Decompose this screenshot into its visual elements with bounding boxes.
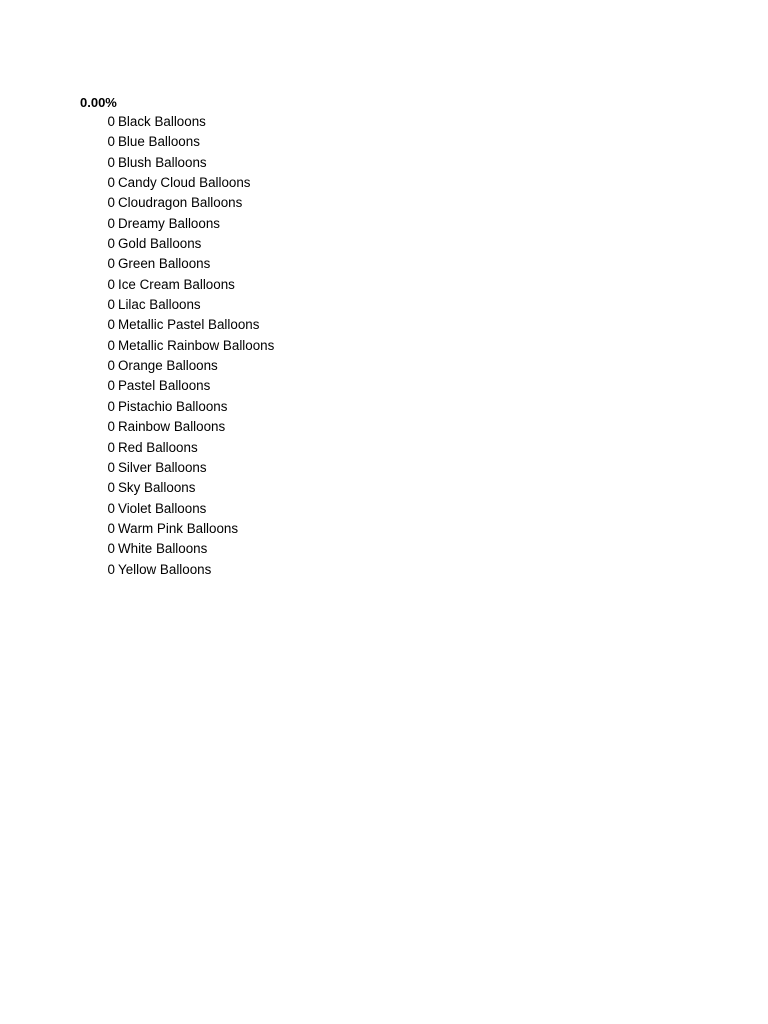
item-count: 0 (107, 561, 115, 577)
list-item (80, 560, 274, 580)
item-name: Pistachio Balloons (118, 398, 228, 414)
list-item (80, 214, 274, 234)
item-name: Silver Balloons (118, 459, 207, 475)
item-count: 0 (107, 541, 115, 557)
item-name: Red Balloons (118, 439, 198, 455)
list-item (80, 417, 274, 437)
item-name: Black Balloons (118, 114, 206, 129)
item-name: Blush Balloons (118, 154, 207, 170)
balloon-sheet (80, 94, 274, 580)
item-name: White Balloons (118, 541, 208, 557)
item-count: 0 (107, 500, 115, 516)
list-item (80, 295, 274, 315)
item-count: 0 (107, 276, 115, 292)
item-count: 0 (107, 337, 115, 353)
item-name: Lilac Balloons (118, 297, 201, 313)
list-item (80, 193, 274, 213)
list-item (80, 539, 274, 559)
item-name: Orange Balloons (118, 358, 218, 374)
list-item (80, 112, 274, 132)
list-item (80, 132, 274, 152)
item-count: 0 (107, 134, 115, 150)
item-count: 0 (107, 317, 115, 333)
list-item (80, 234, 274, 254)
list-item (80, 438, 274, 458)
item-count: 0 (107, 378, 115, 394)
list-item (80, 315, 274, 335)
item-name: Rainbow Balloons (118, 419, 226, 435)
item-name: Pastel Balloons (118, 378, 211, 394)
list-item (80, 458, 274, 478)
item-count: 0 (107, 480, 115, 496)
list-item (80, 376, 274, 396)
item-count: 0 (107, 439, 115, 455)
item-count: 0 (107, 459, 115, 475)
item-count: 0 (107, 358, 115, 374)
list-item (80, 478, 274, 498)
item-count: 0 (107, 419, 115, 435)
item-name: Green Balloons (118, 256, 211, 272)
item-name: Metallic Rainbow Balloons (118, 337, 275, 353)
item-name: Blue Balloons (118, 134, 200, 150)
item-name: Metallic Pastel Balloons (118, 317, 260, 333)
item-name: Yellow Balloons (118, 561, 212, 577)
item-count: 0 (107, 520, 115, 536)
item-count: 0 (107, 236, 115, 252)
item-name: Warm Pink Balloons (118, 520, 239, 536)
percent-total: 0.00% (80, 95, 117, 110)
list-item (80, 356, 274, 376)
item-name: Sky Balloons (118, 480, 196, 496)
list-item (80, 336, 274, 356)
item-count: 0 (107, 114, 115, 129)
list-item (80, 275, 274, 295)
item-count: 0 (107, 154, 115, 170)
item-list (80, 112, 274, 580)
item-count: 0 (107, 195, 115, 211)
item-name: Candy Cloud Balloons (118, 175, 251, 191)
list-item (80, 519, 274, 539)
list-item (80, 173, 274, 193)
item-count: 0 (107, 398, 115, 414)
list-item (80, 153, 274, 173)
item-count: 0 (107, 175, 115, 191)
item-name: Ice Cream Balloons (118, 276, 235, 292)
item-name: Dreamy Balloons (118, 215, 220, 231)
item-name: Cloudragon Balloons (118, 195, 243, 211)
list-item (80, 499, 274, 519)
list-item (80, 254, 274, 274)
item-name: Gold Balloons (118, 236, 202, 252)
item-count: 0 (107, 256, 115, 272)
item-name: Violet Balloons (118, 500, 207, 516)
item-count: 0 (107, 215, 115, 231)
item-count: 0 (107, 297, 115, 313)
list-item (80, 397, 274, 417)
